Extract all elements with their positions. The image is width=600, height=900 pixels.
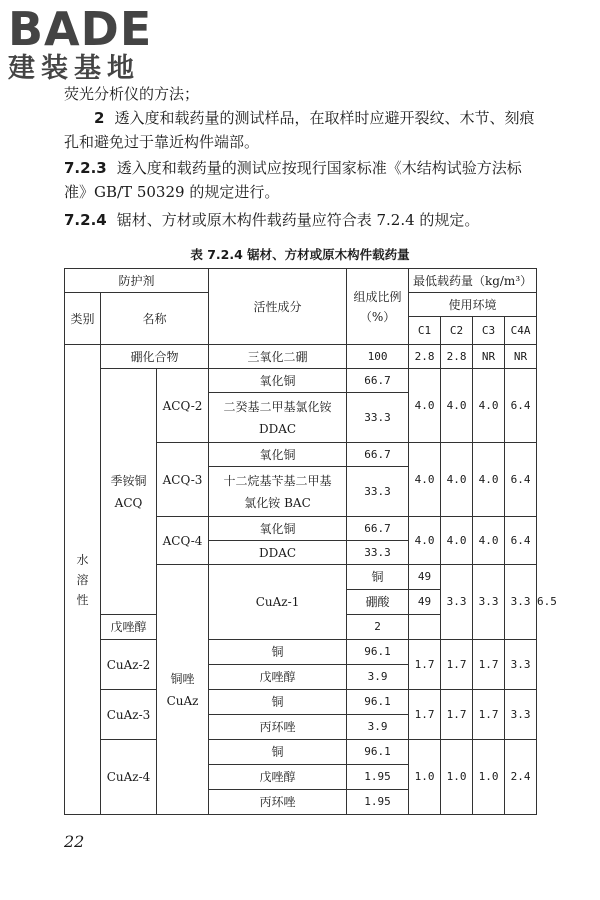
acq3-ratio-2: 33.3	[347, 467, 409, 517]
cuaz1-active-1: 铜	[347, 565, 409, 590]
cuaz2-ratio-1: 96.1	[347, 640, 409, 665]
paragraph-2-num: 2	[94, 109, 105, 127]
logo-subtitle: 建装基地	[8, 53, 140, 84]
table-caption: 表 7.2.4 锯材、方材或原木构件载药量	[190, 247, 410, 262]
cuaz4-c4a: 2.4	[505, 740, 537, 815]
acq2-active-1: 氧化铜	[209, 369, 347, 393]
cuaz4-c1: 1.0	[409, 740, 441, 815]
acq2-name: ACQ-2	[157, 369, 209, 443]
acq4-name: ACQ-4	[157, 517, 209, 565]
header-preservative: 防护剂	[65, 269, 209, 293]
cuaz4-active-2: 戊唑醇	[209, 765, 347, 790]
cuaz1-ratio-3: 2	[347, 615, 409, 640]
cuaz3-c2: 1.7	[441, 690, 473, 740]
paragraph-4	[64, 208, 544, 232]
cuaz2-active-2: 戊唑醇	[209, 665, 347, 690]
cuaz1-c1: 3.3	[441, 565, 473, 640]
acq3-c2: 4.0	[441, 443, 473, 517]
cuaz2-c1: 1.7	[409, 640, 441, 690]
boron-c4a: NR	[505, 345, 537, 369]
header-ratio: 组成比例（%）	[347, 269, 409, 345]
acq4-ratio-2: 33.3	[347, 541, 409, 565]
acq4-active-2: DDAC	[209, 541, 347, 565]
cuaz-group: 铜唑 CuAz	[157, 565, 209, 815]
header-env: 使用环境	[409, 293, 537, 317]
cuaz1-ratio-2: 49	[409, 590, 441, 615]
cuaz4-active-3: 丙环唑	[209, 790, 347, 815]
paragraph-4-text: 锯材、方材或原木构件载药量应符合表 7.2.4 的规定。	[116, 211, 480, 229]
cuaz2-c4a: 3.3	[505, 640, 537, 690]
acq2-c4a: 6.4	[505, 369, 537, 443]
acq4-c4a: 6.4	[505, 517, 537, 565]
cuaz2-c3: 1.7	[473, 640, 505, 690]
cuaz1-c3: 3.3	[505, 565, 537, 640]
header-active: 活性成分	[209, 269, 347, 345]
acq2-c3: 4.0	[473, 369, 505, 443]
acq4-c2: 4.0	[441, 517, 473, 565]
acq3-c4a: 6.4	[505, 443, 537, 517]
cuaz2-name: CuAz-2	[101, 640, 157, 690]
cuaz4-c3: 1.0	[473, 740, 505, 815]
acq3-c1: 4.0	[409, 443, 441, 517]
cuaz4-c2: 1.0	[441, 740, 473, 815]
logo-brand: BADE	[8, 2, 153, 56]
cuaz1-ratio-1: 49	[409, 565, 441, 590]
header-c2: C2	[441, 317, 473, 345]
cuaz1-c2: 3.3	[473, 565, 505, 640]
paragraph-3-num: 7.2.3	[64, 159, 107, 177]
acq4-c1: 4.0	[409, 517, 441, 565]
acq4-active-1: 氧化铜	[209, 517, 347, 541]
cuaz1-name: CuAz-1	[209, 565, 347, 640]
acq3-active-1: 氧化铜	[209, 443, 347, 467]
cuaz3-active-1: 铜	[209, 690, 347, 715]
header-c3: C3	[473, 317, 505, 345]
header-category: 类别	[65, 293, 101, 345]
cuaz4-ratio-3: 1.95	[347, 790, 409, 815]
acq3-c3: 4.0	[473, 443, 505, 517]
boron-active: 三氧化二硼	[209, 345, 347, 369]
acq2-c1: 4.0	[409, 369, 441, 443]
cuaz4-ratio-2: 1.95	[347, 765, 409, 790]
paragraph-1: 荧光分析仪的方法；	[64, 85, 200, 103]
cuaz3-c4a: 3.3	[505, 690, 537, 740]
acq4-c3: 4.0	[473, 517, 505, 565]
header-name: 名称	[101, 293, 209, 345]
header-c1: C1	[409, 317, 441, 345]
boron-ratio: 100	[347, 345, 409, 369]
boron-c3: NR	[473, 345, 505, 369]
acq2-ratio-1: 66.7	[347, 369, 409, 393]
cuaz3-c1: 1.7	[409, 690, 441, 740]
cuaz2-ratio-2: 3.9	[347, 665, 409, 690]
acq3-name: ACQ-3	[157, 443, 209, 517]
cuaz4-name: CuAz-4	[101, 740, 157, 815]
page-number: 22	[64, 832, 85, 851]
acq3-ratio-1: 66.7	[347, 443, 409, 467]
logo	[8, 4, 188, 84]
cuaz3-ratio-1: 96.1	[347, 690, 409, 715]
acq2-ratio-2: 33.3	[347, 393, 409, 443]
acq2-active-2: 二癸基二甲基氯化铵 DDAC	[209, 393, 347, 443]
cuaz3-active-2: 丙环唑	[209, 715, 347, 740]
paragraph-4-num: 7.2.4	[64, 211, 107, 229]
cuaz3-ratio-2: 3.9	[347, 715, 409, 740]
paragraph-2	[64, 106, 544, 154]
boron-c1: 2.8	[409, 345, 441, 369]
header-c4a: C4A	[505, 317, 537, 345]
acq4-ratio-1: 66.7	[347, 517, 409, 541]
paragraph-2-text: 透入度和载药量的测试样品，在取样时应避开裂纹、木节、刻痕孔和避免过于靠近构件端部。	[64, 109, 535, 151]
preservative-table: 防护剂 活性成分 组成比例（%） 最低载药量（kg/m³） 类别 名称 使用环境 C1 C2 C3 C4A 水溶性 硼化合物 三氧化二硼 100 2.8 2.8 NR NR 季铵铜 ACQ ACQ-2 氧化铜 66.7 4.0 4.0 4.0 6.4 二癸基二甲基氯化铵 DDAC 33.3 ACQ-3 氧化铜 66.7 4.0 4.0 4.0 6.4 十二烷基苄基二甲基氯化铵 BAC 33.3 ACQ-4 氧化铜 66.7 4.0 4.0 4.0 6.4 DDAC 33.3 铜唑 CuAz CuAz-1 铜 49 3.3 3.3 3.3 6.5 硼酸 49 戊唑醇 2 CuAz-2 铜 96.1 1.7 1.7 1.7 3.3 戊唑醇 3.9 CuAz-3 铜 96.1 1.7 1.7 1.7 3.3 丙环唑 3.9 CuAz-4 铜 96.1 1.0 1.0 1.0 2.4 戊唑醇 1.95 丙环唑 1.95	[64, 268, 537, 815]
paragraph-3-text: 透入度和载药量的测试应按现行国家标准《木结构试验方法标准》GB/T 50329 的规定进行。	[64, 159, 522, 201]
acq-group: 季铵铜 ACQ	[101, 369, 157, 615]
acq2-c2: 4.0	[441, 369, 473, 443]
acq3-active-2: 十二烷基苄基二甲基氯化铵 BAC	[209, 467, 347, 517]
cuaz2-active-1: 铜	[209, 640, 347, 665]
cuaz1-active-2: 硼酸	[347, 590, 409, 615]
category-cell: 水溶性	[65, 345, 101, 815]
header-min-load: 最低载药量（kg/m³）	[409, 269, 537, 293]
cuaz3-name: CuAz-3	[101, 690, 157, 740]
cuaz3-c3: 1.7	[473, 690, 505, 740]
boron-c2: 2.8	[441, 345, 473, 369]
cuaz4-ratio-1: 96.1	[347, 740, 409, 765]
paragraph-3	[64, 156, 544, 204]
cuaz1-active-3: 戊唑醇	[101, 615, 157, 640]
boron-name: 硼化合物	[101, 345, 209, 369]
cuaz4-active-1: 铜	[209, 740, 347, 765]
cuaz2-c2: 1.7	[441, 640, 473, 690]
